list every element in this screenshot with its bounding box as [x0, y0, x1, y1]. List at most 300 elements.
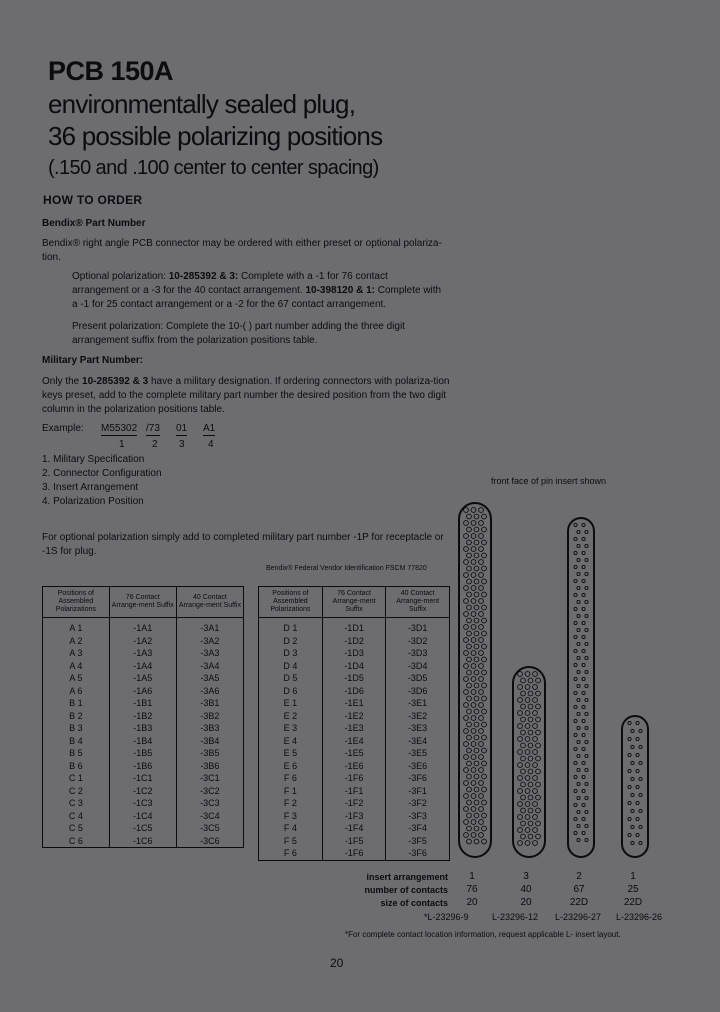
contact-hole	[464, 573, 469, 578]
polarization-table-right	[258, 586, 450, 861]
table-row	[43, 772, 244, 785]
contact-hole	[467, 696, 472, 701]
contact-hole	[471, 768, 476, 773]
contact-hole	[474, 709, 479, 714]
contact-hole	[585, 530, 588, 533]
contact-hole	[577, 628, 580, 631]
contact-hole	[479, 703, 484, 708]
contact-hole	[636, 785, 639, 788]
contact-hole	[574, 523, 577, 526]
contact-hole	[467, 787, 472, 792]
contact-hole	[536, 834, 541, 839]
contact-hole	[471, 690, 476, 695]
table-row	[259, 772, 450, 785]
contact-hole	[474, 800, 479, 805]
contact-hole	[577, 838, 580, 841]
contact-hole	[464, 638, 469, 643]
contact-hole	[577, 782, 580, 785]
header-positions: Positions of Assembled Polarizations	[259, 587, 323, 618]
contact-hole	[528, 704, 533, 709]
contact-hole	[479, 820, 484, 825]
suffix-76-cell: -1E3	[322, 722, 386, 735]
contact-hole	[525, 802, 530, 807]
suffix-40-cell: -3A1	[176, 618, 243, 635]
contact-hole	[525, 672, 530, 677]
contact-hole	[464, 755, 469, 760]
contact-hole	[574, 677, 577, 680]
suffix-40-cell: -3A6	[176, 685, 243, 698]
contact-hole	[521, 756, 526, 761]
contact-hole	[464, 768, 469, 773]
contact-hole	[628, 721, 631, 724]
contact-hole	[518, 776, 523, 781]
contact-hole	[467, 735, 472, 740]
contact-hole	[474, 527, 479, 532]
contact-hole	[464, 703, 469, 708]
contact-hole	[585, 628, 588, 631]
contact-hole	[582, 705, 585, 708]
contact-hole	[471, 521, 476, 526]
contact-hole	[474, 592, 479, 597]
contact-hole	[582, 691, 585, 694]
contact-hole	[577, 670, 580, 673]
contact-hole	[474, 631, 479, 636]
contact-hole	[585, 572, 588, 575]
contact-hole	[518, 737, 523, 742]
table-row	[259, 710, 450, 723]
optional-lead: Optional polarization:	[72, 271, 169, 282]
contact-hole	[585, 782, 588, 785]
position-cell: B 2	[43, 710, 110, 723]
contact-hole	[518, 841, 523, 846]
optional-polarization-paragraph	[72, 270, 442, 312]
contact-hole	[574, 733, 577, 736]
contact-hole	[582, 565, 585, 568]
contact-hole	[639, 777, 642, 780]
contact-hole	[533, 763, 538, 768]
position-cell: D 5	[259, 672, 323, 685]
contact-hole	[464, 534, 469, 539]
suffix-76-cell: -1A2	[109, 635, 176, 648]
contact-hole	[585, 838, 588, 841]
contact-hole	[471, 677, 476, 682]
contact-hole	[525, 763, 530, 768]
contact-hole	[474, 787, 479, 792]
contact-hole	[467, 683, 472, 688]
contact-hole	[467, 774, 472, 779]
contact-hole	[585, 810, 588, 813]
optional-pn-2: 10-398120 & 1:	[305, 285, 375, 296]
suffix-40-cell: -3D5	[386, 672, 450, 685]
contact-hole	[471, 820, 476, 825]
contact-hole	[574, 621, 577, 624]
table-row	[259, 835, 450, 848]
contact-hole	[464, 677, 469, 682]
suffix-76-cell: -1A5	[109, 672, 176, 685]
contact-hole	[474, 540, 479, 545]
contact-hole	[467, 631, 472, 636]
front-face-caption: front face of pin insert shown	[491, 476, 607, 486]
contact-hole	[467, 592, 472, 597]
contact-hole	[464, 586, 469, 591]
suffix-40-cell: -3A3	[176, 647, 243, 660]
contact-hole	[585, 768, 588, 771]
contact-hole	[585, 642, 588, 645]
contact-hole	[533, 789, 538, 794]
contact-hole	[525, 776, 530, 781]
contact-hole	[479, 508, 484, 513]
example-segment-1: M55302	[101, 423, 138, 434]
contact-hole	[482, 631, 487, 636]
contact-hole	[518, 828, 523, 833]
contact-hole	[482, 540, 487, 545]
table-row	[259, 635, 450, 648]
contacts-value: 67	[573, 884, 585, 895]
contact-hole	[525, 841, 530, 846]
contact-hole	[574, 817, 577, 820]
suffix-76-cell: -1C4	[109, 810, 176, 823]
table-row	[259, 822, 450, 835]
insert-arrangement-value: 1	[630, 871, 636, 882]
contact-hole	[467, 670, 472, 675]
contact-hole	[574, 579, 577, 582]
header-76-contact: 76 Contact Arrange-ment Suffix	[322, 587, 386, 618]
table-row	[43, 822, 244, 835]
contact-hole	[577, 656, 580, 659]
contact-hole	[585, 600, 588, 603]
contact-hole	[471, 638, 476, 643]
suffix-40-cell: -3D3	[386, 647, 450, 660]
suffix-76-cell: -1F6	[322, 772, 386, 785]
insert-layout-number: L-23296-26	[616, 912, 663, 922]
contact-hole	[471, 651, 476, 656]
contact-hole	[536, 756, 541, 761]
contact-hole	[467, 748, 472, 753]
contact-hole	[585, 824, 588, 827]
pin-insert-76	[458, 502, 492, 858]
suffix-40-cell: -3B2	[176, 710, 243, 723]
contact-hole	[474, 735, 479, 740]
table-row	[43, 785, 244, 798]
position-cell: E 2	[259, 710, 323, 723]
contact-hole	[464, 729, 469, 734]
contact-hole	[631, 825, 634, 828]
table-row	[259, 685, 450, 698]
suffix-40-cell: -3B1	[176, 697, 243, 710]
contact-hole	[467, 527, 472, 532]
table-row	[43, 710, 244, 723]
contact-hole	[585, 796, 588, 799]
contact-hole	[518, 815, 523, 820]
contact-hole	[582, 551, 585, 554]
contact-hole	[577, 754, 580, 757]
suffix-76-cell: -1F1	[322, 785, 386, 798]
contact-hole	[628, 753, 631, 756]
contact-hole	[482, 618, 487, 623]
contact-hole	[525, 711, 530, 716]
contact-hole	[582, 537, 585, 540]
suffix-40-cell: -3E6	[386, 760, 450, 773]
suffix-76-cell: -1D2	[322, 635, 386, 648]
position-cell: D 1	[259, 618, 323, 635]
contact-hole	[585, 726, 588, 729]
position-cell: A 5	[43, 672, 110, 685]
header-76-contact: 76 Contact Arrange-ment Suffix	[109, 587, 176, 618]
table-row	[43, 635, 244, 648]
military-rest: have a military designation. If ordering connectors with polariza-tion keys preset, add to the complete military part number the desired position from the two digit column in the polarization positions table.	[42, 376, 450, 415]
suffix-40-cell: -3B4	[176, 735, 243, 748]
contact-hole	[479, 768, 484, 773]
table-row	[43, 660, 244, 673]
contact-hole	[585, 614, 588, 617]
contact-hole	[518, 672, 523, 677]
contact-hole	[639, 825, 642, 828]
suffix-40-cell: -3C2	[176, 785, 243, 798]
contact-hole	[464, 833, 469, 838]
contact-hole	[474, 579, 479, 584]
suffix-76-cell: -1F5	[322, 835, 386, 848]
contact-hole	[574, 551, 577, 554]
position-cell: C 6	[43, 835, 110, 848]
contact-hole	[482, 644, 487, 649]
table-row	[43, 647, 244, 660]
contact-hole	[471, 703, 476, 708]
contact-hole	[577, 726, 580, 729]
contact-hole	[521, 704, 526, 709]
contact-hole	[518, 763, 523, 768]
suffix-76-cell: -1E2	[322, 710, 386, 723]
contact-hole	[474, 618, 479, 623]
contact-hole	[574, 635, 577, 638]
contact-hole	[482, 579, 487, 584]
contact-hole	[521, 691, 526, 696]
contact-hole	[471, 534, 476, 539]
suffix-40-cell: -3B6	[176, 760, 243, 773]
contact-hole	[577, 586, 580, 589]
subtitle-line-1: environmentally sealed plug,	[48, 89, 356, 119]
contact-hole	[585, 656, 588, 659]
table-row	[259, 785, 450, 798]
contact-hole	[582, 593, 585, 596]
contact-hole	[482, 787, 487, 792]
contact-hole	[474, 514, 479, 519]
contact-hole	[639, 729, 642, 732]
position-cell: B 3	[43, 722, 110, 735]
contact-hole	[467, 826, 472, 831]
contact-hole	[482, 826, 487, 831]
contact-hole	[585, 558, 588, 561]
contact-hole	[482, 748, 487, 753]
contact-hole	[533, 685, 538, 690]
footnote: *For complete contact location information, request applicable L- insert layout.	[345, 930, 621, 939]
contact-hole	[521, 743, 526, 748]
contact-hole	[533, 776, 538, 781]
contact-hole	[471, 781, 476, 786]
size-value: 22D	[569, 897, 589, 908]
contact-hole	[479, 807, 484, 812]
table-row	[259, 810, 450, 823]
contact-hole	[525, 685, 530, 690]
contact-hole	[628, 833, 631, 836]
position-cell: A 4	[43, 660, 110, 673]
contact-hole	[467, 605, 472, 610]
how-to-order-heading: HOW TO ORDER	[43, 193, 143, 207]
suffix-76-cell: -1B5	[109, 747, 176, 760]
contact-hole	[471, 716, 476, 721]
contact-hole	[577, 558, 580, 561]
suffix-40-cell: -3C6	[176, 835, 243, 848]
contact-hole	[585, 684, 588, 687]
contact-hole	[631, 745, 634, 748]
contact-hole	[479, 677, 484, 682]
contact-hole	[525, 737, 530, 742]
contact-hole	[582, 733, 585, 736]
suffix-40-cell: -3A5	[176, 672, 243, 685]
contact-hole	[533, 711, 538, 716]
contact-hole	[577, 600, 580, 603]
suffix-76-cell: -1E4	[322, 735, 386, 748]
example-label: Example:	[42, 423, 84, 434]
contact-hole	[536, 782, 541, 787]
contact-hole	[467, 644, 472, 649]
contact-hole	[474, 683, 479, 688]
contact-hole	[582, 607, 585, 610]
contact-hole	[577, 684, 580, 687]
contact-hole	[482, 527, 487, 532]
contact-hole	[479, 612, 484, 617]
position-cell: F 4	[259, 822, 323, 835]
position-cell: F 5	[259, 835, 323, 848]
table-row	[259, 660, 450, 673]
contact-hole	[528, 691, 533, 696]
table-row	[259, 760, 450, 773]
size-value: 20	[466, 897, 478, 908]
contact-hole	[521, 821, 526, 826]
contact-hole	[585, 544, 588, 547]
contact-hole	[471, 742, 476, 747]
insert-layout-number: L-23296-12	[492, 912, 539, 922]
contact-hole	[521, 717, 526, 722]
position-cell: D 2	[259, 635, 323, 648]
contact-hole	[574, 649, 577, 652]
contact-hole	[582, 621, 585, 624]
example-number-3: 3	[179, 439, 185, 450]
suffix-76-cell: -1D3	[322, 647, 386, 660]
contact-hole	[482, 800, 487, 805]
position-cell: D 3	[259, 647, 323, 660]
contact-hole	[574, 719, 577, 722]
contact-hole	[464, 820, 469, 825]
suffix-76-cell: -1A6	[109, 685, 176, 698]
suffix-40-cell: -3E1	[386, 697, 450, 710]
suffix-76-cell: -1C5	[109, 822, 176, 835]
position-cell: B 4	[43, 735, 110, 748]
contact-hole	[464, 651, 469, 656]
suffix-76-cell: -1F3	[322, 810, 386, 823]
contact-hole	[525, 724, 530, 729]
contact-hole	[474, 657, 479, 662]
contact-hole	[479, 781, 484, 786]
contact-hole	[577, 642, 580, 645]
table-row	[43, 835, 244, 848]
contact-hole	[474, 761, 479, 766]
position-cell: F 1	[259, 785, 323, 798]
contact-hole	[574, 761, 577, 764]
contact-hole	[574, 691, 577, 694]
contact-hole	[479, 573, 484, 578]
suffix-76-cell: -1E6	[322, 760, 386, 773]
example-number-1: 1	[119, 439, 125, 450]
table-row	[259, 697, 450, 710]
label-insert-arrangement: insert arrangement	[366, 872, 448, 882]
contact-hole	[528, 834, 533, 839]
suffix-40-cell: -3B3	[176, 722, 243, 735]
contact-hole	[479, 729, 484, 734]
position-cell: F 3	[259, 810, 323, 823]
suffix-40-cell: -3E3	[386, 722, 450, 735]
position-cell: A 2	[43, 635, 110, 648]
contact-hole	[474, 670, 479, 675]
position-cell: E 4	[259, 735, 323, 748]
suffix-40-cell: -3F6	[386, 847, 450, 860]
table-row	[43, 672, 244, 685]
contact-hole	[518, 802, 523, 807]
contact-hole	[577, 544, 580, 547]
contact-hole	[464, 625, 469, 630]
contact-hole	[582, 649, 585, 652]
subtitle-spacing: (.150 and .100 center to center spacing)	[48, 157, 379, 179]
position-cell: A 1	[43, 618, 110, 635]
contact-hole	[482, 670, 487, 675]
insert-arrangement-value: 2	[576, 871, 582, 882]
contact-hole	[536, 717, 541, 722]
contact-hole	[474, 722, 479, 727]
contact-hole	[574, 803, 577, 806]
contact-hole	[631, 793, 634, 796]
contacts-value: 40	[520, 884, 532, 895]
suffix-40-cell: -3F2	[386, 797, 450, 810]
contact-hole	[471, 573, 476, 578]
contact-hole	[574, 593, 577, 596]
contact-hole	[471, 508, 476, 513]
contact-hole	[474, 553, 479, 558]
contact-hole	[582, 789, 585, 792]
label-size-of-contacts: size of contacts	[380, 898, 448, 908]
contact-hole	[467, 761, 472, 766]
contact-hole	[482, 722, 487, 727]
contact-hole	[482, 592, 487, 597]
table-row	[259, 747, 450, 760]
position-cell: D 6	[259, 685, 323, 698]
suffix-76-cell: -1F6	[322, 847, 386, 860]
contact-hole	[528, 756, 533, 761]
position-cell: E 3	[259, 722, 323, 735]
contact-hole	[482, 566, 487, 571]
contact-hole	[536, 704, 541, 709]
position-cell: B 6	[43, 760, 110, 773]
position-cell: C 1	[43, 772, 110, 785]
contact-hole	[464, 508, 469, 513]
military-pn: 10-285392 & 3	[82, 376, 149, 387]
contact-hole	[528, 743, 533, 748]
contact-hole	[482, 774, 487, 779]
contact-hole	[582, 579, 585, 582]
contact-hole	[631, 809, 634, 812]
table-row	[259, 618, 450, 635]
contact-hole	[636, 737, 639, 740]
size-value: 20	[520, 897, 532, 908]
optional-mid-2: Complete with a -1 for 25 contact arrangement or a -2 for the 67 contact arrangement.	[72, 285, 442, 310]
